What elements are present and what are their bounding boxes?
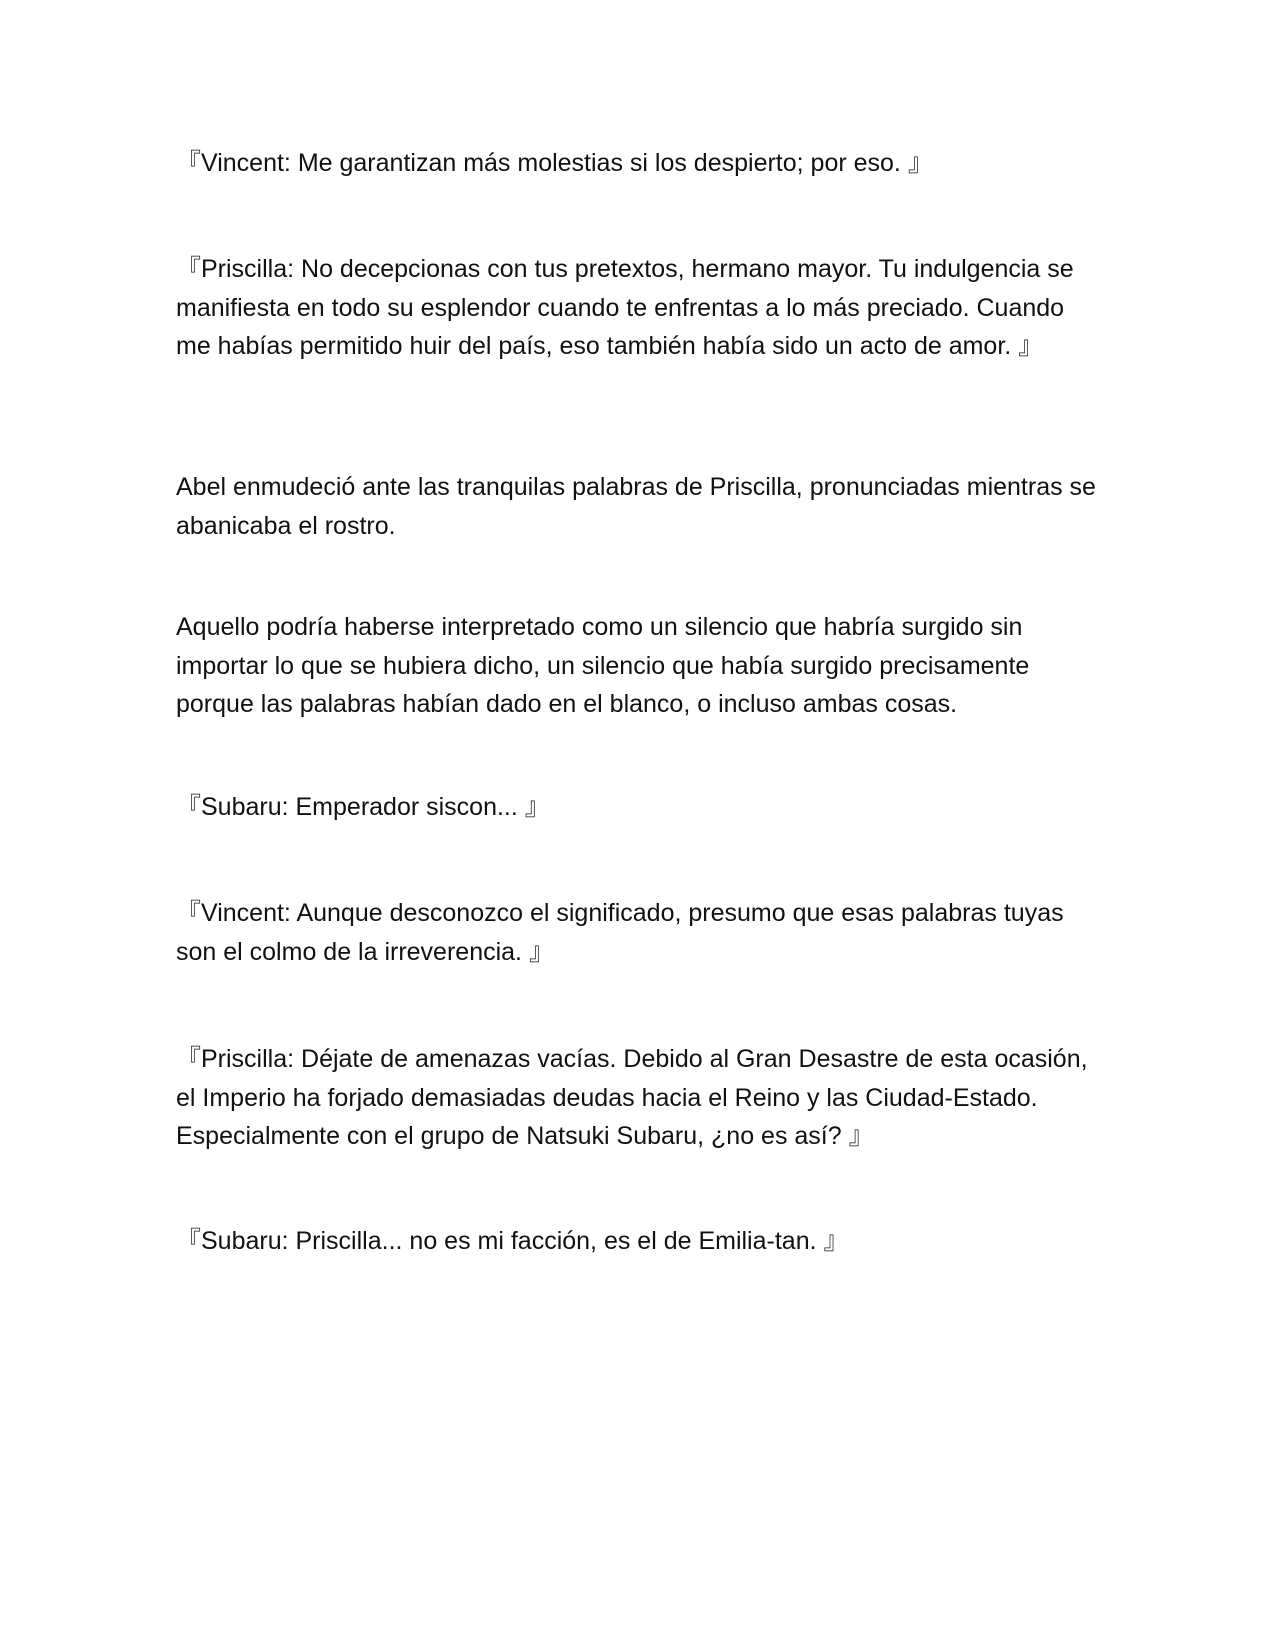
narration-abel-silent: Abel enmudeció ante las tranquilas palabras de Priscilla, pronunciadas mientras se abanicaba el rostro.: [176, 473, 1096, 540]
narration-silence: Aquello podría haberse interpretado como un silencio que habría surgido sin importar lo que se hubiera dicho, un silencio que había surgido precisamente porque las palabras habían dado en el blanco, o incluso ambas cosas.: [176, 613, 1030, 718]
dialogue-subaru-2: 『Subaru: Priscilla... no es mi facción, es el de Emilia-tan. 』: [176, 1227, 849, 1255]
dialogue-priscilla-2: 『Priscilla: Déjate de amenazas vacías. Debido al Gran Desastre de esta ocasión, el Imperio ha forjado demasiadas deudas hacia el Reino y las Ciudad-Estado. Especialmente con el grupo de Natsuki Subaru, ¿no es así? 』: [176, 1045, 1088, 1150]
dialogue-priscilla-1: 『Priscilla: No decepcionas con tus pretextos, hermano mayor. Tu indulgencia se manifiesta en todo su esplendor cuando te enfrentas a lo más preciado. Cuando me habías permitido huir del país, eso también había sido un acto de amor. 』: [176, 255, 1074, 360]
dialogue-subaru-1: 『Subaru: Emperador siscon... 』: [176, 793, 550, 821]
dialogue-vincent-2: 『Vincent: Aunque desconozco el significado, presumo que esas palabras tuyas son el colmo de la irreverencia. 』: [176, 899, 1064, 966]
dialogue-vincent-1: 『Vincent: Me garantizan más molestias si los despierto; por eso. 』: [176, 149, 933, 177]
